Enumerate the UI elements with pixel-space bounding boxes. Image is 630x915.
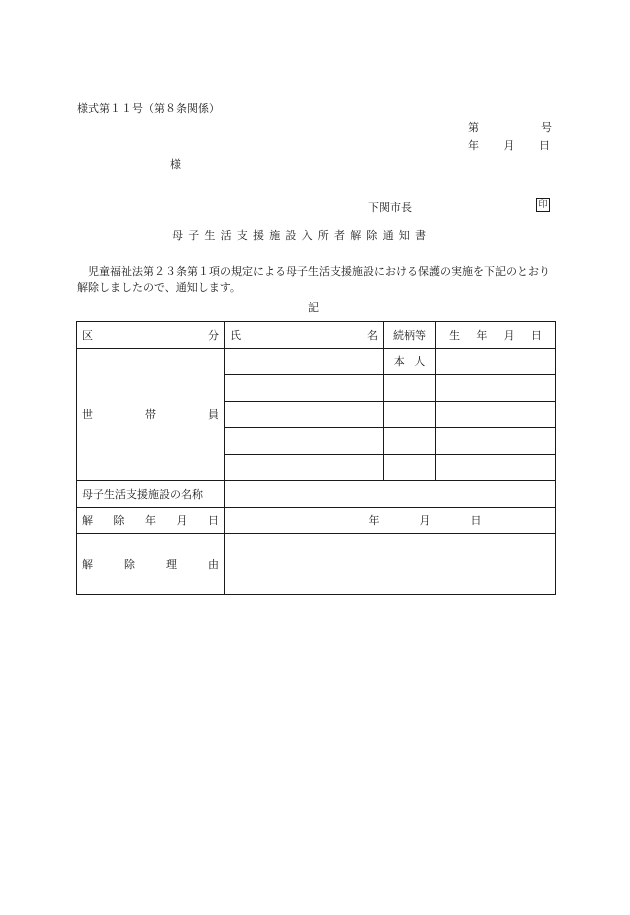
reason-label-char: 理 [166, 558, 177, 571]
document-number-suffix: 号 [541, 121, 552, 134]
member-name-cell[interactable] [225, 428, 384, 455]
header-name [225, 322, 384, 349]
member-relation-cell[interactable] [384, 401, 436, 428]
member-relation-cell[interactable] [384, 454, 436, 481]
addressee-suffix: 様 [170, 158, 181, 171]
release-date-label-char: 月 [176, 514, 188, 528]
reason-label-char: 由 [208, 558, 219, 571]
member-dob-cell[interactable] [436, 401, 556, 428]
reason-cell[interactable] [225, 534, 556, 595]
release-details-table [76, 321, 556, 595]
member-dob-cell[interactable] [436, 348, 556, 375]
members-label-char: 世 [82, 408, 93, 422]
header-dob-char: 月 [503, 328, 515, 342]
header-dob [436, 322, 556, 349]
release-date-month: 月 [419, 514, 431, 528]
issue-date [468, 137, 550, 153]
release-date-label [77, 507, 225, 534]
facility-label: 母子生活支援施設の名称 [77, 481, 225, 508]
header-kubun [77, 322, 225, 349]
reason-row [77, 534, 556, 595]
members-label-char: 員 [208, 408, 219, 422]
table-header-row [77, 322, 556, 349]
issuer-name: 下関市長 [368, 201, 412, 214]
facility-name-cell[interactable] [225, 481, 556, 508]
release-date-cell[interactable] [225, 507, 556, 534]
issue-date-month: 月 [503, 139, 515, 152]
reason-label-char: 解 [82, 558, 93, 571]
header-dob-char: 生 [449, 328, 461, 342]
header-name-left: 氏 [230, 328, 241, 342]
member-dob-cell[interactable] [436, 454, 556, 481]
member-relation-cell [384, 348, 436, 375]
form-number: 様式第１１号（第８条関係） [77, 102, 220, 115]
issue-date-year: 年 [468, 139, 479, 152]
document-title: 母子生活支援施設入所者解除通知書 [172, 229, 432, 242]
header-name-right: 名 [367, 328, 378, 342]
reason-label-char: 除 [124, 558, 135, 571]
member-name-cell[interactable] [225, 348, 384, 375]
release-date-label-char: 解 [82, 514, 93, 528]
release-date-row [77, 507, 556, 534]
release-date-label-char: 年 [145, 514, 156, 528]
member-name-cell[interactable] [225, 375, 384, 402]
self-label-char: 本 [393, 355, 405, 369]
notice-body-text: 児童福祉法第２３条第１項の規定による母子生活支援施設における保護の実施を下記のとおり解除しましたので、通知します。 [77, 265, 550, 294]
facility-row [77, 481, 556, 508]
document-number-prefix: 第 [468, 121, 479, 134]
member-name-cell[interactable] [225, 454, 384, 481]
member-name-cell[interactable] [225, 401, 384, 428]
reason-label [77, 534, 225, 595]
release-date-year: 年 [368, 514, 380, 528]
header-dob-char: 年 [476, 328, 488, 342]
header-dob-char: 日 [530, 328, 542, 342]
member-dob-cell[interactable] [436, 375, 556, 402]
member-relation-cell[interactable] [384, 428, 436, 455]
ki-heading: 記 [308, 301, 319, 314]
members-label-char: 帯 [145, 408, 156, 422]
release-date-label-char: 除 [113, 514, 125, 528]
issue-date-day: 日 [539, 139, 550, 152]
member-row [77, 348, 556, 375]
header-relation: 続柄等 [384, 322, 436, 349]
self-label-char: 人 [414, 355, 426, 369]
header-kubun-left: 区 [82, 328, 93, 342]
seal-mark: 印 [536, 198, 550, 212]
release-date-label-char: 日 [208, 514, 219, 528]
member-relation-cell[interactable] [384, 375, 436, 402]
header-kubun-right: 分 [208, 328, 219, 342]
release-date-day: 日 [470, 514, 482, 528]
member-dob-cell[interactable] [436, 428, 556, 455]
members-label [77, 348, 225, 481]
